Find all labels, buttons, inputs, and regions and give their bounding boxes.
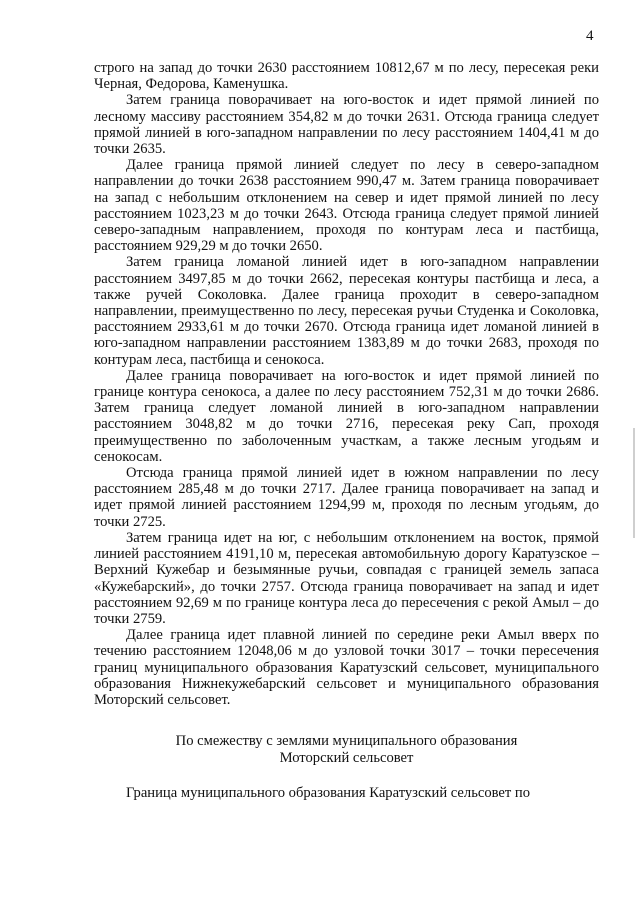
scan-edge-mark	[633, 428, 635, 538]
paragraph-1: строго на запад до точки 2630 расстоянием 10812,67 м по лесу, пересекая реки Черная, Федорова, Каменушка.	[94, 60, 599, 93]
section-heading	[94, 733, 599, 767]
paragraph-7: Затем граница идет на юг, с небольшим отклонением на восток, прямой линией расстоянием 4191,10 м, пересекая автомобильную дорогу Каратузское – Верхний Кужебар и безымянные ручьи, совпадая с границей земель запаса «Кужебарский», до точки 2757. Отсюда граница поворачивает на запад и идет расстоянием 92,69 м по границе контура леса до пересечения с рекой Амыл – до точки 2759.	[94, 529, 599, 627]
paragraph-4: Затем граница ломаной линией идет в юго-западном направлении расстоянием 3497,85 м до точки 2662, пересекая контуры пастбища и леса, а также ручей Соколовка. Далее граница проходит в северо-западном направлении, преимущественно по лесу, пересекая ручьи Студенка и Соколовка, расстоянием 2933,61 м до точки 2670. Отсюда граница идет ломаной линией в юго-западном направлении расстоянием 1383,89 м до точки 2683, проходя по контурам леса, пастбища и сенокоса.	[94, 254, 599, 368]
paragraph-8: Далее граница идет плавной линией по середине реки Амыл вверх по течению расстоянием 12048,06 м до узловой точки 3017 – точки пересечения границ муниципального образования Каратузский сельсовет, муниципального образования Нижнекужебарский сельсовет и муниципального образования Моторский сельсовет.	[94, 627, 599, 708]
paragraph-2: Затем граница поворачивает на юго-восток и идет прямой линией по лесному массиву расстоянием 354,82 м до точки 2631. Отсюда граница следует прямой линией в юго-западном направлении по лесу расстоянием 1404,41 м до точки 2635.	[94, 92, 599, 158]
section-heading-line-2: Моторский сельсовет	[279, 750, 414, 767]
paragraph-5: Далее граница поворачивает на юго-восток и идет прямой линией по границе контура сенокоса, а далее по лесу расстоянием 752,31 м до точки 2686. Затем граница следует ломаной линией в юго-западном направлении расстоянием 3048,82 м до точки 2716, пересекая реку Сап, проходя преимущественно по заболоченным участкам, а также лесным угодьям и сенокосам.	[94, 367, 599, 465]
paragraph-final: Граница муниципального образования Каратузский сельсовет по	[126, 785, 531, 802]
document-body	[94, 60, 599, 801]
paragraph-3: Далее граница прямой линией следует по лесу в северо-западном направлении до точки 2638 расстоянием 990,47 м. Затем граница поворачивает на запад с небольшим отклонением на север и идет прямой линией по лесу расстоянием 1023,23 м до точки 2643. Отсюда граница следует прямой линией северо-западным направлением, проходя по контурам леса и пастбища, расстоянием 929,29 м до точки 2650.	[94, 157, 599, 255]
page-number: 4	[586, 28, 594, 44]
section-heading-line-1: По смежеству с землями муниципального образования	[175, 733, 518, 750]
paragraph-6: Отсюда граница прямой линией идет в южном направлении по лесу расстоянием 285,48 м до точки 2717. Далее граница поворачивает на запад и идет прямой линией расстоянием 1294,99 м, проходя по лесным угодьям, до точки 2725.	[94, 465, 599, 530]
